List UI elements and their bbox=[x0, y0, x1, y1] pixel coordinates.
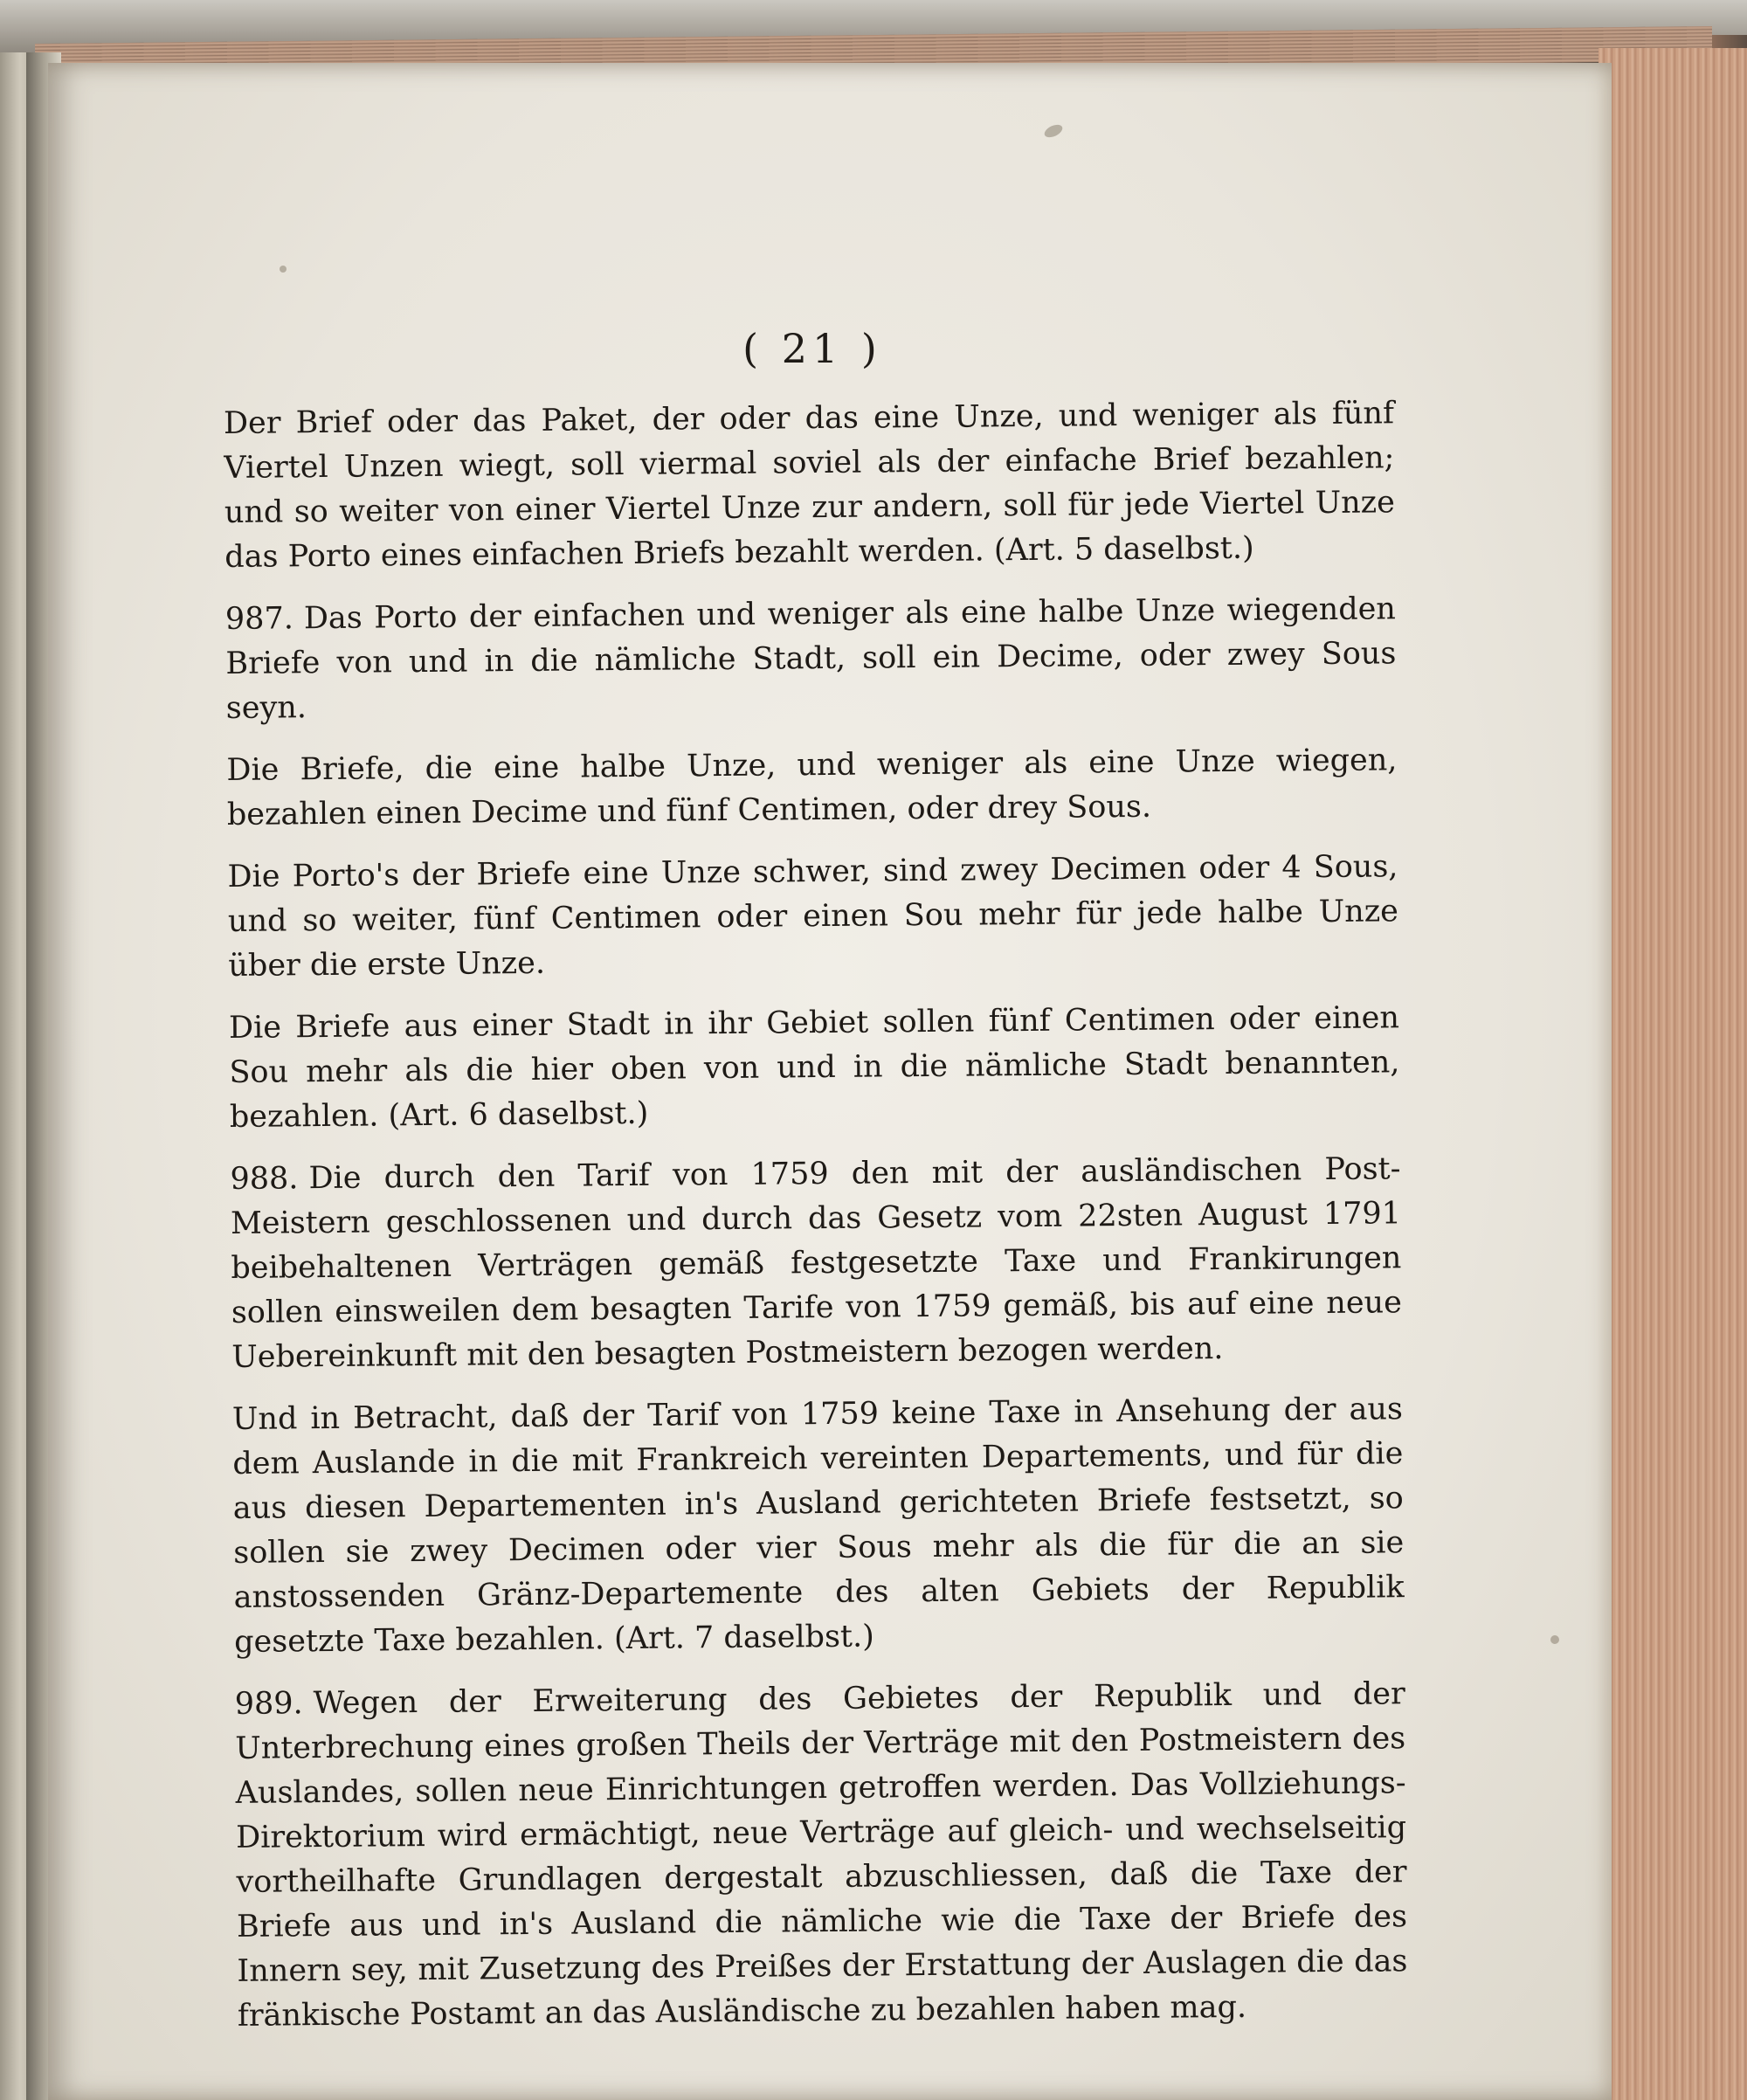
paragraph bbox=[225, 587, 1397, 731]
ink-smudge bbox=[1550, 1635, 1559, 1644]
paragraph bbox=[226, 738, 1398, 838]
paragraph-text: Wegen der Erweiterung des Gebietes der Republik und der Unterbrechung eines großen Theils der Verträge mit den Postmeistern des Auslandes, sollen neue Einrichtungen getroffen werden. Das Vollziehungs-Direktorium wird ermächtigt, neue Verträge auf gleich- und wechselseitig vortheilhafte Grundlagen dergestalt abzuschliessen, daß die Taxe der Briefe aus und in's Ausland die nämliche wie die Taxe der Briefe des Innern sey, mit Zusetzung des Preißes der Erstattung der Auslagen die das fränkische Postamt an das Ausländische zu bezahlen haben mag. bbox=[235, 1676, 1408, 2034]
paragraph-text: Die Porto's der Briefe eine Unze schwer, sind zwey Decimen oder 4 Sous, und so weiter, fünf Centimen oder einen Sou mehr für jede halbe Unze über die erste Unze. bbox=[227, 849, 1399, 984]
paragraph bbox=[229, 996, 1400, 1140]
paragraph-number: 988. bbox=[230, 1161, 299, 1197]
page-number: ( 21 ) bbox=[742, 325, 882, 372]
paragraph bbox=[224, 391, 1396, 580]
paragraph bbox=[235, 1672, 1409, 2039]
paragraph bbox=[230, 1147, 1402, 1380]
paragraph-text: Die durch den Tarif von 1759 den mit der ausländischen Post-Meistern geschlossenen und durch das Gesetz vom 22sten August 1791 beibehaltenen Verträgen gemäß festgesetzte Taxe und Frankirungen sollen einsweilen dem besagten Tarife von 1759 gemäß, bis auf eine neue Uebereinkunft mit den besagten Postmeistern bezogen werden. bbox=[230, 1151, 1402, 1375]
paragraph-number: 987. bbox=[224, 601, 294, 637]
ink-smudge bbox=[280, 266, 287, 273]
paragraph-text: Der Brief oder das Paket, der oder das eine Unze, und weniger als fünf Viertel Unzen wiegt, soll viermal soviel als der einfache Brief bezahlen; und so weiter von einer Viertel Unze zur andern, soll für jede Viertel Unze das Porto eines einfachen Briefs bezahlt werden. (Art. 5 daselbst.) bbox=[223, 396, 1395, 575]
paragraph-text: Und in Betracht, daß der Tarif von 1759 keine Taxe in Ansehung der aus dem Auslande in die mit Frankreich vereinten Departements, und für die aus diesen Departementen in's Ausland gerichteten Briefe festsetzt, so sollen sie zwey Decimen oder vier Sous mehr als die für die an sie anstossenden Gränz-Departemente des alten Gebiets der Republik gesetzte Taxe bezahlen. (Art. 7 daselbst.) bbox=[231, 1392, 1405, 1660]
paragraph bbox=[232, 1387, 1405, 1665]
paragraph-number: 989. bbox=[234, 1686, 303, 1722]
book-page bbox=[48, 63, 1612, 2100]
paragraph-text: Das Porto der einfachen und weniger als eine halbe Unze wiegenden Briefe von und in die nämliche Stadt, soll ein Decime, oder zwey Sous seyn. bbox=[225, 591, 1397, 726]
page-stack-edge bbox=[1599, 48, 1747, 2100]
ink-smudge bbox=[1042, 122, 1064, 140]
paragraph bbox=[227, 845, 1398, 989]
paragraph-text: Die Briefe, die eine halbe Unze, und weniger als eine Unze wiegen, bezahlen einen Decime und fünf Centimen, oder drey Sous. bbox=[226, 743, 1398, 832]
page-body-text bbox=[223, 314, 1408, 2056]
paragraph-text: Die Briefe aus einer Stadt in ihr Gebiet sollen fünf Centimen oder einen Sou mehr als die hier oben von und in die nämliche Stadt benannten, bezahlen. (Art. 6 daselbst.) bbox=[228, 1000, 1400, 1135]
